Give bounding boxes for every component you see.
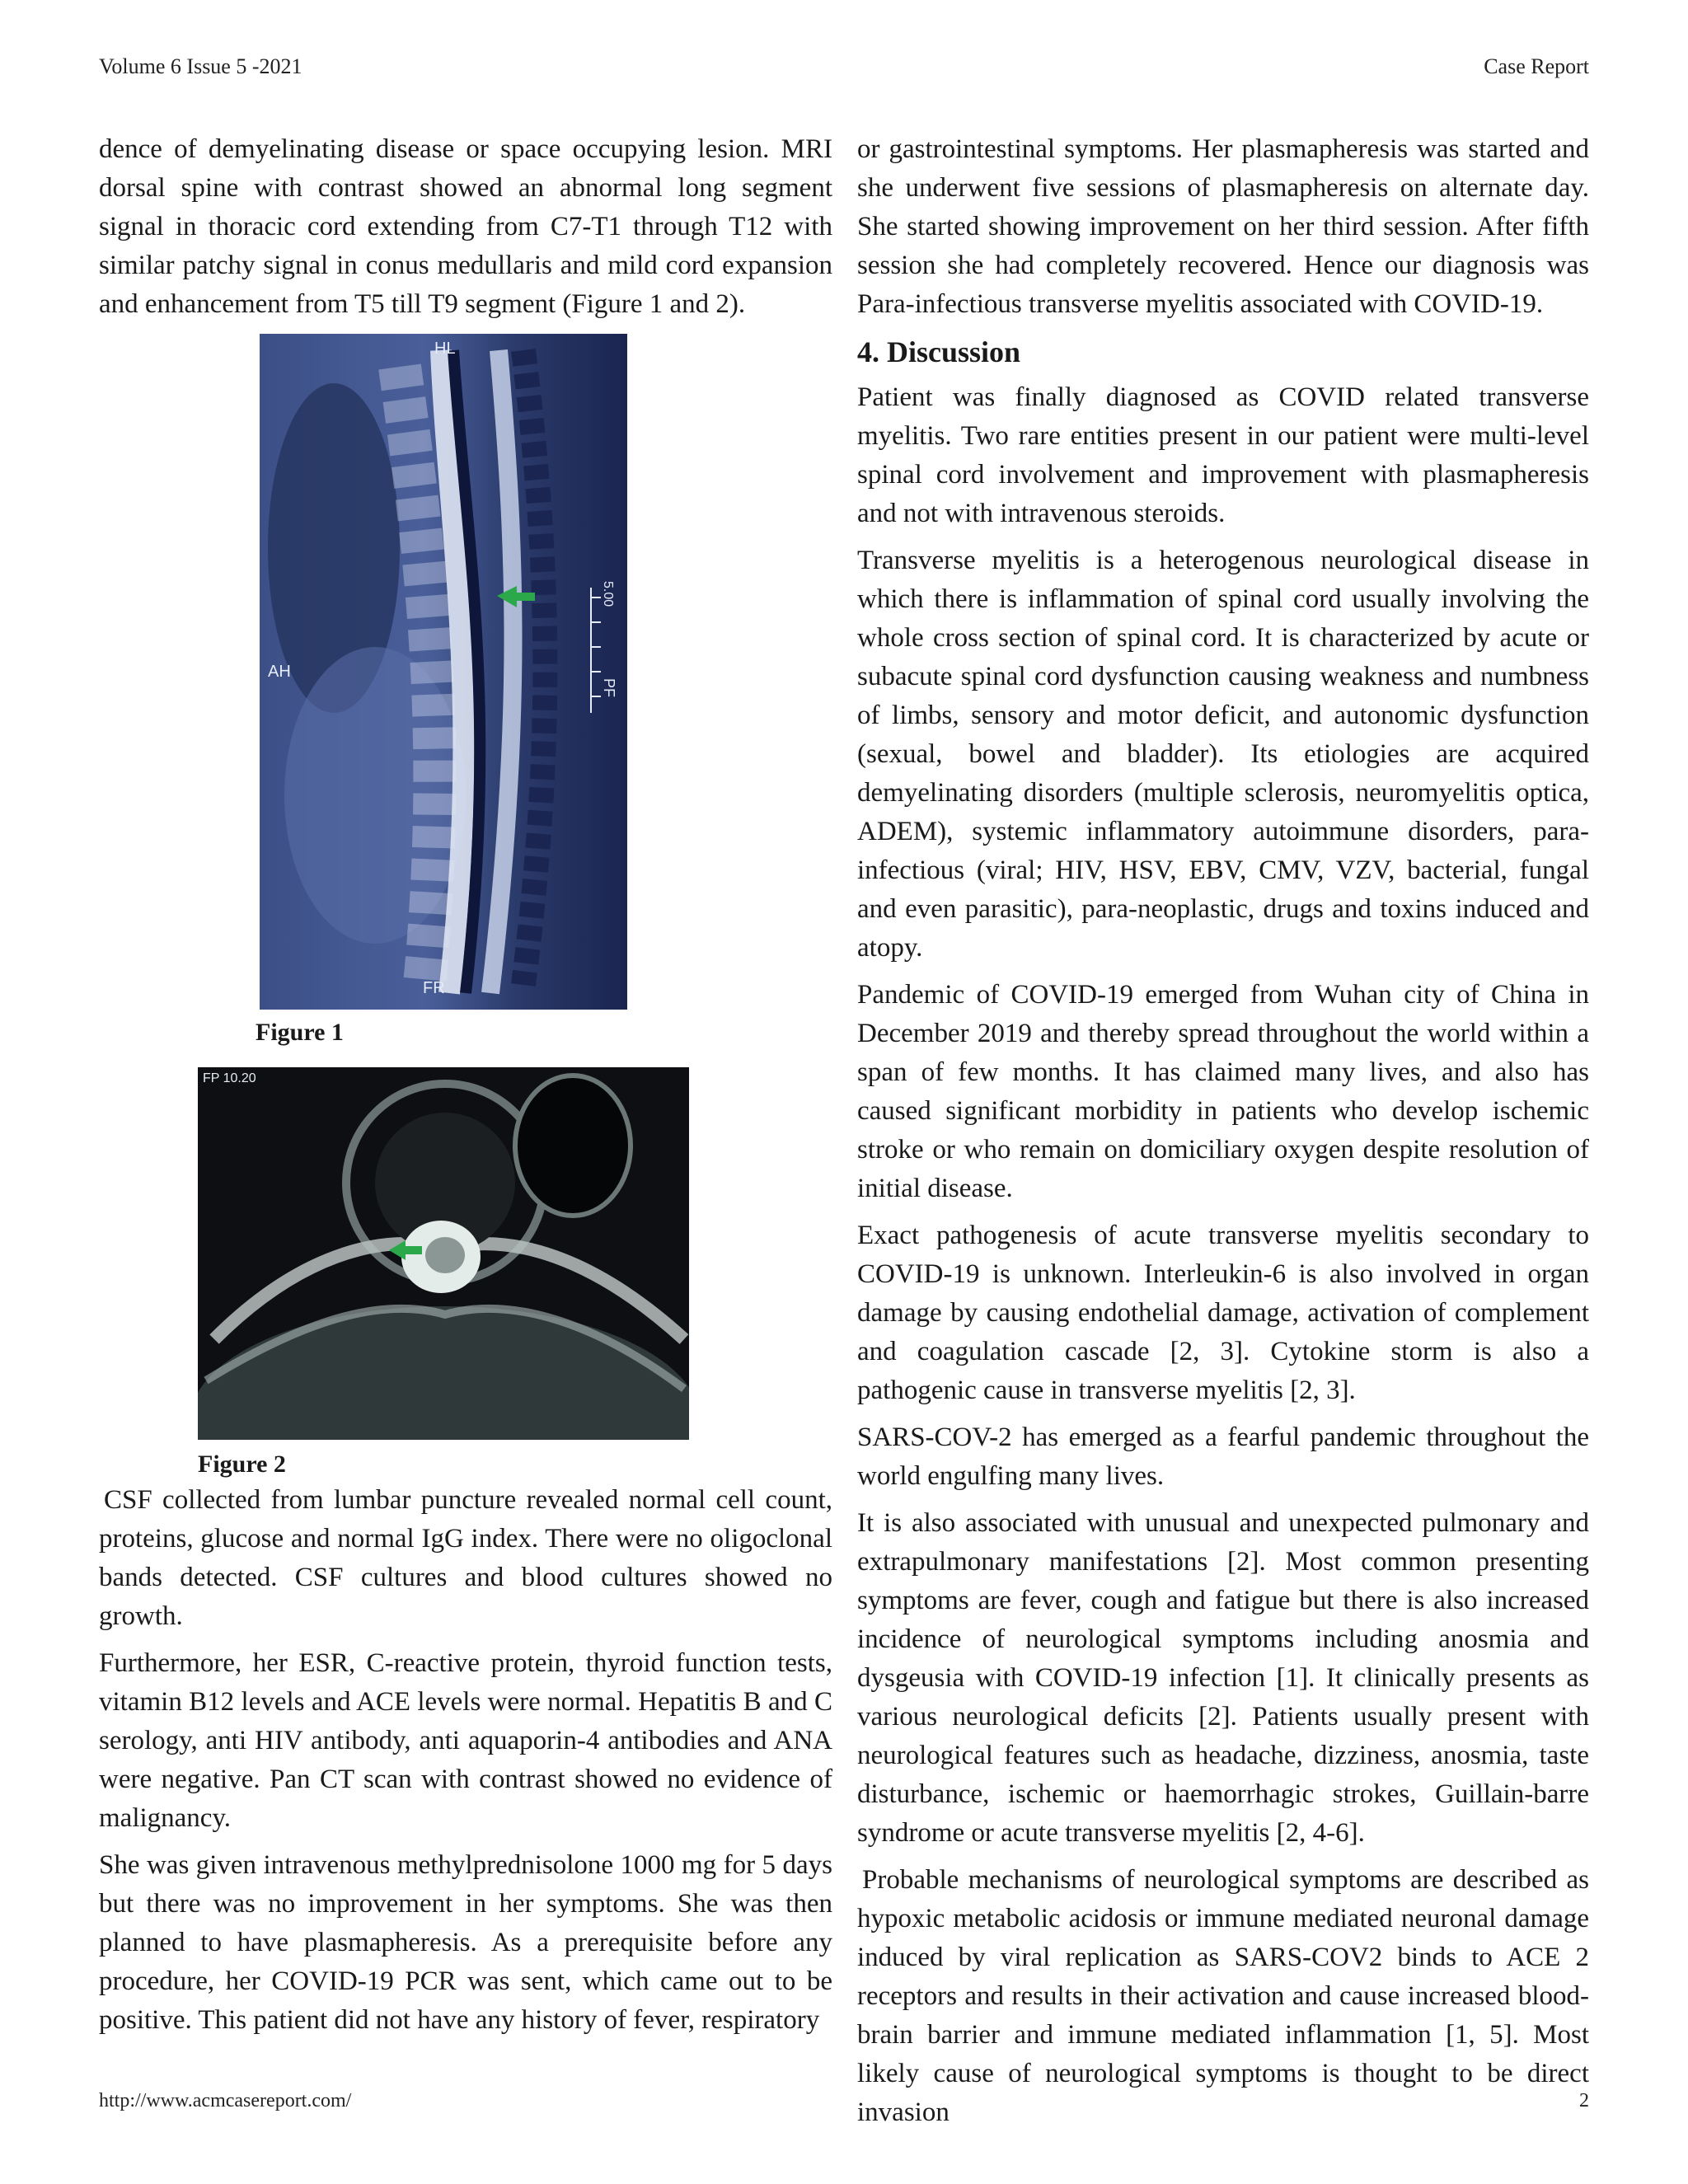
running-header-volume: Volume 6 Issue 5 -2021 xyxy=(99,54,302,78)
paragraph: Patient was finally diagnosed as COVID related transverse myelitis. Two rare entities present in our patient were multi-level spinal cord involvement and improvement with plasmapheresis and not with intravenous steroids. xyxy=(857,382,1589,528)
figure-1-caption: Figure 1 xyxy=(256,1019,344,1046)
paragraph: CSF collected from lumbar puncture revealed normal cell count, proteins, glucose and normal IgG index. There were no oligoclonal bands detected. CSF cultures and blood cultures showed no growth. xyxy=(99,1485,832,1631)
figure-1-scale-label: 5.00 xyxy=(601,581,615,607)
running-header-article-type: Case Report xyxy=(1484,54,1589,78)
paragraph: She was given intravenous methylprednisolone 1000 mg for 5 days but there was no improvement in her symptoms. She was then planned to have plasmapheresis. As a prerequisite before any procedure, her COVID-19 PCR was sent, which came out to be positive. This patient did not have any history of fever, respiratory xyxy=(99,1850,832,2035)
figure-2-corner-label: FP 10.20 xyxy=(203,1071,256,1085)
paragraph: Pandemic of COVID-19 emerged from Wuhan city of China in December 2019 and thereby spread throughout the world within a span of few months. It has claimed many lives, and also has caused significant morbidity in patients who develop ischemic stroke or who remain on domiciliary oxygen despite resolution of initial disease. xyxy=(857,980,1589,1203)
figure-2-caption: Figure 2 xyxy=(198,1451,286,1478)
figure-1-mri-image xyxy=(260,334,627,1010)
figure-1-label-ah: AH xyxy=(268,663,291,681)
figure-1 xyxy=(256,334,832,1049)
left-column xyxy=(99,130,832,2048)
paragraph: It is also associated with unusual and unexpected pulmonary and extrapulmonary manifestations [2]. Most common presenting symptoms are fever, cough and fatigue but there is also increased incidence of neurological symptoms including anosmia and dysgeusia with COVID-19 infection [1]. It clinically presents as various neurological deficits [2]. Patients usually present with neurological features such as headache, dizziness, anosmia, taste disturbance, ischemic or haemorrhagic strokes, Guillain-barre syndrome or acute transverse myelitis [2, 4-6]. xyxy=(857,1508,1589,1848)
right-column xyxy=(857,130,1589,2140)
figure-1-label-fr: FR xyxy=(423,979,445,997)
figure-2-mri-image xyxy=(198,1067,689,1440)
paragraph: SARS-COV-2 has emerged as a fearful pandemic throughout the world engulfing many lives. xyxy=(857,1422,1589,1491)
paragraph: Probable mechanisms of neurological symptoms are described as hypoxic metabolic acidosis or immune mediated neuronal damage induced by viral replication as SARS-COV2 binds to ACE 2 receptors and results in their activation and cause increased blood-brain barrier and immune mediated inflammation [1, 5]. Most likely cause of neurological symptoms is thought to be direct invasion xyxy=(857,1865,1589,2127)
figure-2 xyxy=(198,1067,832,1481)
paragraph: Transverse myelitis is a heterogenous neurological disease in which there is inflammation of spinal cord usually involving the whole cross section of spinal cord. It is characterized by acute or subacute spinal cord dysfunction causing weakness and numbness of limbs, sensory and motor deficit, and autonomic dysfunction (sexual, bowel and bladder). Its etiologies are acquired demyelinating disorders (multiple sclerosis, neuromyelitis optica, ADEM), systemic inflammatory autoimmune disorders, para-infectious (viral; HIV, HSV, EBV, CMV, VZV, bacterial, fungal and even parasitic), para-neoplastic, drugs and toxins induced and atopy. xyxy=(857,546,1589,963)
paragraph: or gastrointestinal symptoms. Her plasmapheresis was started and she underwent five sessions of plasmapheresis on alternate day. She started showing improvement on her third session. After fifth session she had completely recovered. Hence our diagnosis was Para-infectious transverse myelitis associated with COVID-19. xyxy=(857,134,1589,319)
page-number: 2 xyxy=(1579,2090,1589,2111)
paragraph: Exact pathogenesis of acute transverse myelitis secondary to COVID-19 is unknown. Interleukin-6 is also involved in organ damage by causing endothelial damage, activation of complement and coagulation cascade [2, 3]. Cytokine storm is also a pathogenic cause in transverse myelitis [2, 3]. xyxy=(857,1221,1589,1405)
section-heading-discussion: 4. Discussion xyxy=(857,335,1021,368)
paragraph: Furthermore, her ESR, C-reactive protein, thyroid function tests, vitamin B12 levels and ACE levels were normal. Hepatitis B and C serology, anti HIV antibody, anti aquaporin-4 antibodies and ANA were negative. Pan CT scan with contrast showed no evidence of malignancy. xyxy=(99,1648,832,1833)
footer-url: http://www.acmcasereport.com/ xyxy=(99,2090,352,2111)
figure-1-label-pf: PF xyxy=(601,678,617,698)
figure-1-label-hl: HL xyxy=(434,340,456,358)
paragraph: dence of demyelinating disease or space occupying lesion. MRI dorsal spine with contrast showed an abnormal long segment signal in thoracic cord extending from C7-T1 through T12 with similar patchy signal in conus medullaris and mild cord expansion and enhancement from T5 till T9 segment (Figure 1 and 2). xyxy=(99,134,832,319)
